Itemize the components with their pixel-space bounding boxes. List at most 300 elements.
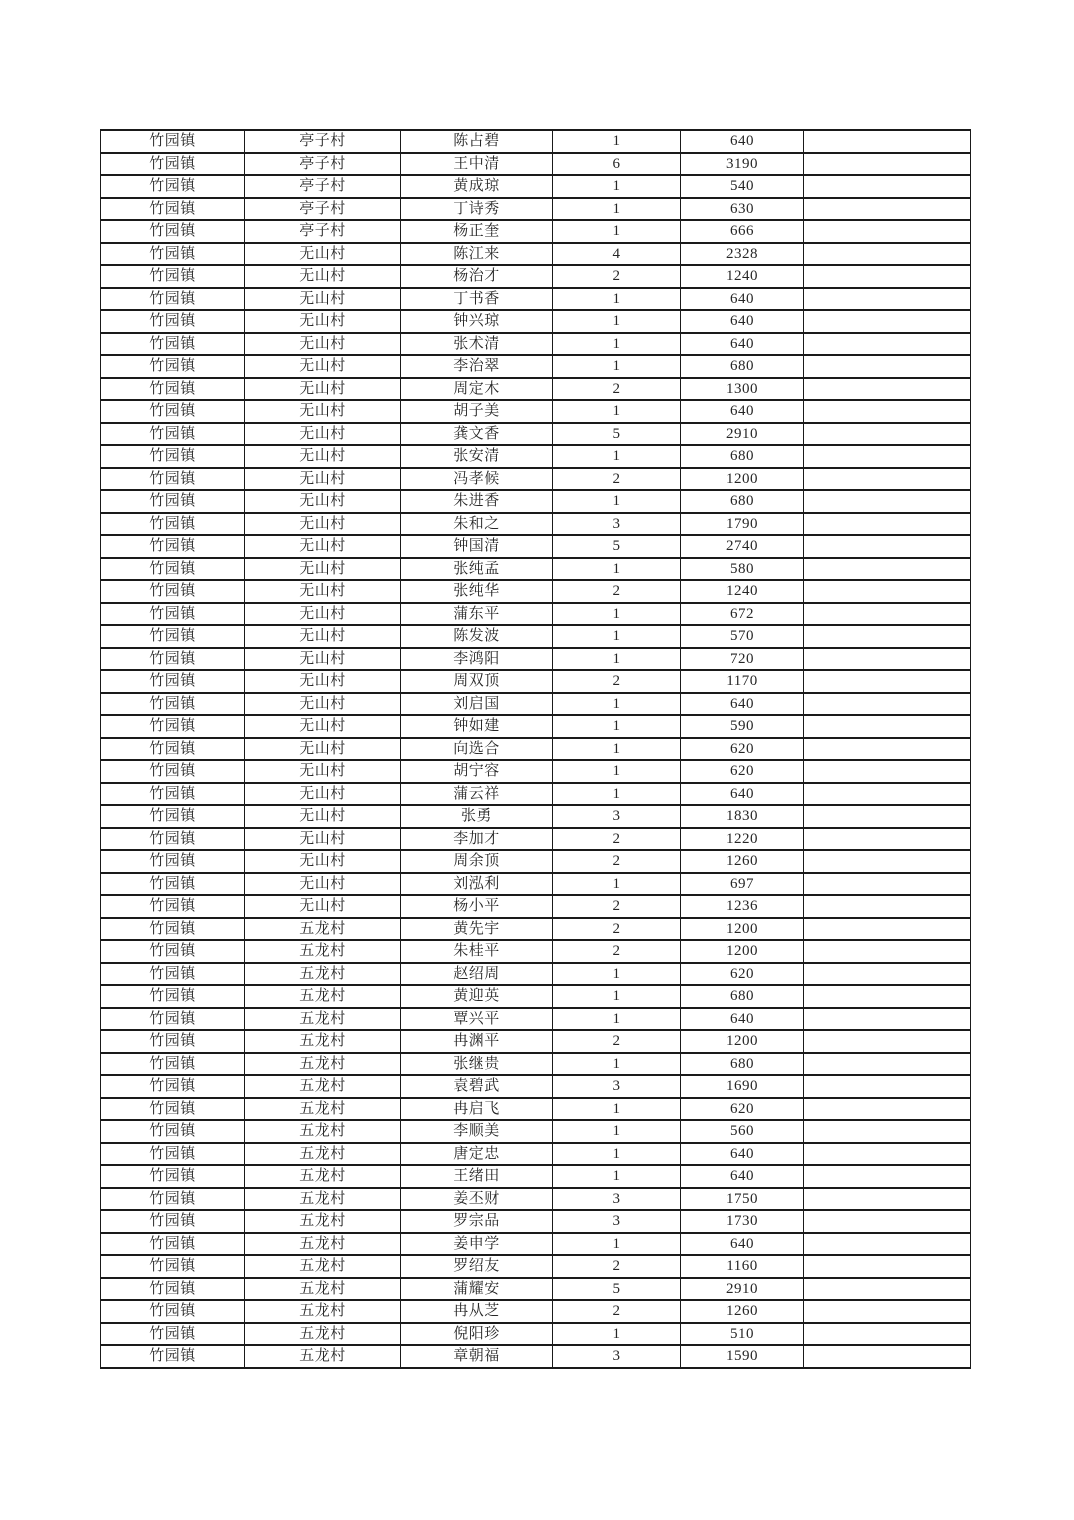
table-row (101, 873, 971, 896)
table-row (101, 423, 971, 446)
cell-name: 张勇 (401, 805, 553, 828)
cell-town: 竹园镇 (101, 1300, 245, 1323)
cell-town: 竹园镇 (101, 175, 245, 198)
cell-count: 1 (553, 738, 681, 761)
table-row (101, 490, 971, 513)
cell-town: 竹园镇 (101, 603, 245, 626)
table-row (101, 1233, 971, 1256)
cell-town: 竹园镇 (101, 198, 245, 221)
cell-amount: 672 (681, 603, 804, 626)
cell-town: 竹园镇 (101, 220, 245, 243)
cell-name: 张纯华 (401, 580, 553, 603)
cell-note (804, 130, 971, 153)
cell-name: 钟如建 (401, 715, 553, 738)
cell-count: 1 (553, 1233, 681, 1256)
table-row (101, 1210, 971, 1233)
cell-town: 竹园镇 (101, 760, 245, 783)
cell-count: 1 (553, 603, 681, 626)
cell-name: 赵绍周 (401, 963, 553, 986)
cell-village: 无山村 (245, 828, 401, 851)
cell-amount: 570 (681, 625, 804, 648)
cell-count: 1 (553, 558, 681, 581)
cell-village: 无山村 (245, 648, 401, 671)
cell-village: 亭子村 (245, 153, 401, 176)
cell-amount: 2740 (681, 535, 804, 558)
table-row (101, 670, 971, 693)
cell-count: 2 (553, 1300, 681, 1323)
cell-amount: 640 (681, 1008, 804, 1031)
cell-amount: 590 (681, 715, 804, 738)
cell-amount: 1750 (681, 1188, 804, 1211)
table-row (101, 1165, 971, 1188)
cell-village: 无山村 (245, 558, 401, 581)
table-row (101, 985, 971, 1008)
cell-amount: 1690 (681, 1075, 804, 1098)
cell-name: 张继贵 (401, 1053, 553, 1076)
cell-village: 亭子村 (245, 220, 401, 243)
table-row (101, 378, 971, 401)
table-row (101, 288, 971, 311)
cell-name: 张术清 (401, 333, 553, 356)
cell-note (804, 1345, 971, 1368)
cell-village: 无山村 (245, 873, 401, 896)
cell-amount: 1170 (681, 670, 804, 693)
cell-name: 章朝福 (401, 1345, 553, 1368)
cell-village: 无山村 (245, 760, 401, 783)
cell-village: 无山村 (245, 355, 401, 378)
cell-note (804, 490, 971, 513)
cell-amount: 630 (681, 198, 804, 221)
cell-note (804, 265, 971, 288)
cell-note (804, 175, 971, 198)
cell-count: 1 (553, 220, 681, 243)
table-row (101, 783, 971, 806)
cell-count: 3 (553, 1345, 681, 1368)
cell-village: 无山村 (245, 738, 401, 761)
cell-town: 竹园镇 (101, 828, 245, 851)
cell-note (804, 1053, 971, 1076)
table-row (101, 625, 971, 648)
cell-town: 竹园镇 (101, 1143, 245, 1166)
cell-town: 竹园镇 (101, 1210, 245, 1233)
cell-name: 姜丕财 (401, 1188, 553, 1211)
cell-count: 1 (553, 1120, 681, 1143)
cell-town: 竹园镇 (101, 1188, 245, 1211)
cell-town: 竹园镇 (101, 918, 245, 941)
cell-amount: 640 (681, 783, 804, 806)
table-row (101, 153, 971, 176)
cell-village: 无山村 (245, 783, 401, 806)
cell-amount: 1790 (681, 513, 804, 536)
cell-count: 2 (553, 940, 681, 963)
cell-note (804, 513, 971, 536)
cell-count: 2 (553, 850, 681, 873)
cell-name: 李治翠 (401, 355, 553, 378)
cell-village: 无山村 (245, 490, 401, 513)
cell-town: 竹园镇 (101, 535, 245, 558)
cell-name: 陈占碧 (401, 130, 553, 153)
table-row (101, 760, 971, 783)
cell-note (804, 783, 971, 806)
cell-village: 亭子村 (245, 175, 401, 198)
cell-town: 竹园镇 (101, 400, 245, 423)
cell-count: 1 (553, 288, 681, 311)
cell-town: 竹园镇 (101, 378, 245, 401)
cell-town: 竹园镇 (101, 265, 245, 288)
cell-note (804, 153, 971, 176)
cell-count: 1 (553, 1008, 681, 1031)
table-row (101, 310, 971, 333)
table-row (101, 220, 971, 243)
cell-amount: 2910 (681, 423, 804, 446)
cell-name: 钟兴琼 (401, 310, 553, 333)
cell-amount: 720 (681, 648, 804, 671)
cell-name: 冯孝候 (401, 468, 553, 491)
cell-name: 王绪田 (401, 1165, 553, 1188)
cell-amount: 1200 (681, 1030, 804, 1053)
cell-note (804, 423, 971, 446)
cell-note (804, 288, 971, 311)
cell-count: 1 (553, 130, 681, 153)
cell-amount: 560 (681, 1120, 804, 1143)
cell-amount: 680 (681, 355, 804, 378)
cell-name: 覃兴平 (401, 1008, 553, 1031)
cell-amount: 510 (681, 1323, 804, 1346)
cell-count: 5 (553, 423, 681, 446)
cell-note (804, 310, 971, 333)
table-row (101, 805, 971, 828)
cell-note (804, 1008, 971, 1031)
table-row (101, 1323, 971, 1346)
cell-note (804, 1300, 971, 1323)
cell-village: 五龙村 (245, 1188, 401, 1211)
cell-note (804, 468, 971, 491)
table-row (101, 1120, 971, 1143)
cell-name: 向选合 (401, 738, 553, 761)
cell-count: 2 (553, 828, 681, 851)
cell-note (804, 963, 971, 986)
cell-town: 竹园镇 (101, 715, 245, 738)
cell-note (804, 670, 971, 693)
cell-note (804, 648, 971, 671)
cell-name: 黄成琼 (401, 175, 553, 198)
table-row (101, 400, 971, 423)
cell-name: 罗绍友 (401, 1255, 553, 1278)
cell-count: 3 (553, 513, 681, 536)
cell-note (804, 1255, 971, 1278)
cell-amount: 1200 (681, 468, 804, 491)
cell-name: 胡宁容 (401, 760, 553, 783)
cell-note (804, 828, 971, 851)
cell-town: 竹园镇 (101, 1255, 245, 1278)
cell-note (804, 1075, 971, 1098)
cell-amount: 1590 (681, 1345, 804, 1368)
table-row (101, 468, 971, 491)
table-row (101, 1278, 971, 1301)
cell-name: 陈发波 (401, 625, 553, 648)
cell-note (804, 445, 971, 468)
table-row (101, 693, 971, 716)
cell-amount: 640 (681, 310, 804, 333)
cell-name: 冉渊平 (401, 1030, 553, 1053)
cell-village: 五龙村 (245, 1098, 401, 1121)
cell-village: 五龙村 (245, 918, 401, 941)
cell-village: 五龙村 (245, 1008, 401, 1031)
table-row (101, 1008, 971, 1031)
cell-town: 竹园镇 (101, 1345, 245, 1368)
cell-amount: 640 (681, 693, 804, 716)
cell-amount: 1240 (681, 265, 804, 288)
cell-note (804, 535, 971, 558)
cell-amount: 1200 (681, 918, 804, 941)
cell-count: 1 (553, 760, 681, 783)
table-row (101, 738, 971, 761)
cell-amount: 1260 (681, 1300, 804, 1323)
table-row (101, 558, 971, 581)
cell-town: 竹园镇 (101, 1098, 245, 1121)
cell-town: 竹园镇 (101, 805, 245, 828)
cell-town: 竹园镇 (101, 783, 245, 806)
cell-amount: 640 (681, 400, 804, 423)
cell-town: 竹园镇 (101, 558, 245, 581)
cell-village: 无山村 (245, 715, 401, 738)
table-row (101, 828, 971, 851)
cell-town: 竹园镇 (101, 738, 245, 761)
cell-village: 无山村 (245, 378, 401, 401)
cell-note (804, 1233, 971, 1256)
table-row (101, 265, 971, 288)
cell-count: 1 (553, 715, 681, 738)
cell-name: 李鸿阳 (401, 648, 553, 671)
cell-village: 五龙村 (245, 1300, 401, 1323)
cell-count: 1 (553, 445, 681, 468)
cell-note (804, 558, 971, 581)
cell-town: 竹园镇 (101, 895, 245, 918)
cell-note (804, 940, 971, 963)
cell-note (804, 738, 971, 761)
cell-name: 刘泓利 (401, 873, 553, 896)
cell-count: 1 (553, 1323, 681, 1346)
cell-town: 竹园镇 (101, 873, 245, 896)
cell-note (804, 580, 971, 603)
cell-note (804, 1030, 971, 1053)
cell-note (804, 1210, 971, 1233)
cell-count: 1 (553, 333, 681, 356)
cell-village: 无山村 (245, 895, 401, 918)
cell-village: 五龙村 (245, 1075, 401, 1098)
table-row (101, 1075, 971, 1098)
table-row (101, 130, 971, 153)
cell-name: 周双顶 (401, 670, 553, 693)
cell-count: 2 (553, 895, 681, 918)
table-row (101, 648, 971, 671)
cell-amount: 1160 (681, 1255, 804, 1278)
table-row (101, 1188, 971, 1211)
cell-count: 3 (553, 1210, 681, 1233)
cell-amount: 680 (681, 1053, 804, 1076)
cell-note (804, 985, 971, 1008)
table-row (101, 1300, 971, 1323)
cell-town: 竹园镇 (101, 423, 245, 446)
cell-name: 王中清 (401, 153, 553, 176)
cell-amount: 2910 (681, 1278, 804, 1301)
cell-note (804, 1098, 971, 1121)
cell-amount: 640 (681, 333, 804, 356)
cell-name: 李顺美 (401, 1120, 553, 1143)
cell-name: 杨小平 (401, 895, 553, 918)
cell-village: 无山村 (245, 580, 401, 603)
cell-village: 五龙村 (245, 1120, 401, 1143)
records-table (100, 129, 971, 1369)
cell-village: 无山村 (245, 805, 401, 828)
cell-note (804, 243, 971, 266)
cell-count: 5 (553, 1278, 681, 1301)
table-row (101, 513, 971, 536)
cell-town: 竹园镇 (101, 850, 245, 873)
cell-note (804, 918, 971, 941)
cell-name: 黄先宇 (401, 918, 553, 941)
cell-town: 竹园镇 (101, 288, 245, 311)
cell-village: 无山村 (245, 400, 401, 423)
cell-amount: 620 (681, 738, 804, 761)
cell-count: 1 (553, 198, 681, 221)
cell-town: 竹园镇 (101, 333, 245, 356)
table-row (101, 940, 971, 963)
cell-name: 朱桂平 (401, 940, 553, 963)
table-row (101, 445, 971, 468)
cell-village: 无山村 (245, 625, 401, 648)
cell-village: 亭子村 (245, 198, 401, 221)
cell-village: 五龙村 (245, 940, 401, 963)
cell-town: 竹园镇 (101, 580, 245, 603)
cell-note (804, 805, 971, 828)
cell-name: 黄迎英 (401, 985, 553, 1008)
cell-count: 2 (553, 918, 681, 941)
cell-village: 五龙村 (245, 1165, 401, 1188)
cell-count: 1 (553, 355, 681, 378)
cell-amount: 1236 (681, 895, 804, 918)
cell-count: 1 (553, 693, 681, 716)
cell-name: 倪阳珍 (401, 1323, 553, 1346)
cell-town: 竹园镇 (101, 963, 245, 986)
cell-town: 竹园镇 (101, 130, 245, 153)
cell-village: 五龙村 (245, 1053, 401, 1076)
cell-count: 2 (553, 580, 681, 603)
cell-town: 竹园镇 (101, 490, 245, 513)
cell-count: 1 (553, 783, 681, 806)
cell-name: 杨治才 (401, 265, 553, 288)
cell-village: 无山村 (245, 243, 401, 266)
cell-name: 蒲耀安 (401, 1278, 553, 1301)
table-row (101, 715, 971, 738)
table-row (101, 1143, 971, 1166)
cell-name: 丁诗秀 (401, 198, 553, 221)
cell-town: 竹园镇 (101, 670, 245, 693)
cell-count: 2 (553, 670, 681, 693)
cell-village: 无山村 (245, 423, 401, 446)
cell-village: 五龙村 (245, 1345, 401, 1368)
cell-town: 竹园镇 (101, 1165, 245, 1188)
cell-name: 李加才 (401, 828, 553, 851)
cell-town: 竹园镇 (101, 1075, 245, 1098)
cell-count: 1 (553, 873, 681, 896)
cell-town: 竹园镇 (101, 310, 245, 333)
cell-note (804, 400, 971, 423)
cell-note (804, 333, 971, 356)
cell-town: 竹园镇 (101, 1278, 245, 1301)
table-row (101, 895, 971, 918)
cell-town: 竹园镇 (101, 1030, 245, 1053)
cell-note (804, 1323, 971, 1346)
cell-name: 张纯孟 (401, 558, 553, 581)
cell-amount: 620 (681, 963, 804, 986)
cell-village: 无山村 (245, 310, 401, 333)
cell-village: 亭子村 (245, 130, 401, 153)
cell-name: 陈江来 (401, 243, 553, 266)
table-row (101, 198, 971, 221)
cell-note (804, 625, 971, 648)
cell-name: 周定木 (401, 378, 553, 401)
cell-name: 冉从芝 (401, 1300, 553, 1323)
cell-name: 唐定忠 (401, 1143, 553, 1166)
cell-name: 朱进香 (401, 490, 553, 513)
cell-village: 无山村 (245, 288, 401, 311)
cell-amount: 1220 (681, 828, 804, 851)
cell-town: 竹园镇 (101, 355, 245, 378)
cell-name: 丁书香 (401, 288, 553, 311)
cell-name: 杨正奎 (401, 220, 553, 243)
cell-village: 无山村 (245, 670, 401, 693)
cell-town: 竹园镇 (101, 1053, 245, 1076)
cell-count: 2 (553, 1255, 681, 1278)
cell-count: 2 (553, 468, 681, 491)
cell-name: 张安清 (401, 445, 553, 468)
cell-amount: 580 (681, 558, 804, 581)
cell-village: 无山村 (245, 265, 401, 288)
cell-note (804, 895, 971, 918)
cell-note (804, 1120, 971, 1143)
cell-note (804, 1278, 971, 1301)
cell-amount: 666 (681, 220, 804, 243)
cell-note (804, 603, 971, 626)
cell-count: 1 (553, 648, 681, 671)
table-row (101, 963, 971, 986)
cell-amount: 680 (681, 445, 804, 468)
cell-village: 无山村 (245, 468, 401, 491)
cell-village: 无山村 (245, 513, 401, 536)
cell-town: 竹园镇 (101, 1233, 245, 1256)
records-table-body (101, 130, 971, 1368)
cell-village: 无山村 (245, 333, 401, 356)
cell-amount: 620 (681, 760, 804, 783)
cell-town: 竹园镇 (101, 940, 245, 963)
cell-count: 1 (553, 400, 681, 423)
cell-note (804, 378, 971, 401)
cell-name: 蒲东平 (401, 603, 553, 626)
cell-count: 3 (553, 1188, 681, 1211)
table-row (101, 1255, 971, 1278)
cell-note (804, 1143, 971, 1166)
cell-village: 五龙村 (245, 985, 401, 1008)
cell-name: 朱和之 (401, 513, 553, 536)
cell-amount: 640 (681, 1165, 804, 1188)
cell-village: 无山村 (245, 535, 401, 558)
table-row (101, 175, 971, 198)
cell-count: 1 (553, 963, 681, 986)
cell-town: 竹园镇 (101, 693, 245, 716)
cell-name: 周余顶 (401, 850, 553, 873)
cell-town: 竹园镇 (101, 513, 245, 536)
